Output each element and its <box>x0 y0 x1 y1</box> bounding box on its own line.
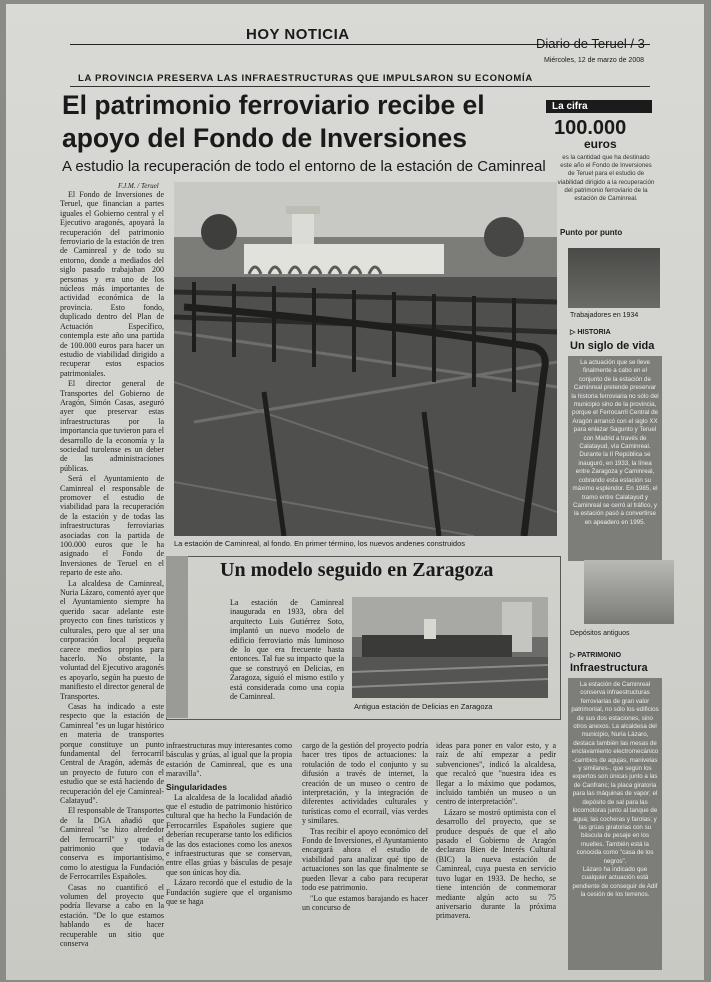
workers-photo <box>568 248 660 308</box>
kicker: LA PROVINCIA PRESERVA LAS INFRAESTRUCTURAS QUE IMPULSARON SU ECONOMÍA <box>78 73 533 84</box>
workers-photo-caption: Trabajadores en 1934 <box>570 312 639 319</box>
paragraph: El responsable de Transportes de la DGA añadió que Caminreal "se hizo alrededor del ferrocarril" y que el patrimonio que todavía conserva es importantísimo, como lo atestigua la Fundación de Ferrocarriles Españoles. <box>60 806 164 882</box>
delicias-photo <box>352 597 548 698</box>
deposits-photo <box>584 560 674 624</box>
photo-caption: La estación de Caminreal, al fondo. En primer término, los nuevos andenes construidos <box>174 539 465 548</box>
deposits-photo-caption: Depósitos antiguos <box>570 630 630 637</box>
paragraph: Lázaro recordó que el estudio de la Fundación sugiere que el organismo que se haga <box>166 878 292 907</box>
paragraph: Casas no cuantificó el volumen del proyecto que podría llevarse a cabo en la estación. "De lo que estamos hablando es de hacer recuperable un sitio que conserva <box>60 882 164 949</box>
paragraph: El Fondo de Inversiones de Teruel, que financian a partes iguales el Gobierno central y el Ejecutivo aragonés, apoyará la recuperación del patrimonio ferroviario de la estación de tren de Caminreal y de todo su entorno, donde a mediados del siglo pasado trabajaban 200 personas y era uno de los núcleos más importantes de actividad económica de la provincia. Esto fondo, duplicado dentro del Plan de Actuación Específico, contempla este año una partida de 100.000 euros para hacer un estudio de viabilidad dirigido a recuperar estos espacios patrimoniales. <box>60 190 164 378</box>
paragraph: Tras recibir el apoyo económico del Fondo de Inversiones, el Ayuntamiento encargará ahora el estudio de viabilidad para analizar qué tipo de actuaciones son las que finalmente se pueden llevar a cabo para recuperar todo ese patrimonio. <box>302 826 428 893</box>
paragraph: Será el Ayuntamiento de Caminreal el responsable de promover el estudio de viabilidad para la recuperación de la estación y de todas las infraestructuras ferroviarias asociadas con la partida de 100.000 euros que le ha asignado el Fondo de Inversiones de Teruel en el reparto de este año. <box>60 474 164 578</box>
kicker-rule <box>70 86 650 87</box>
delicias-photo-image <box>352 597 548 698</box>
paragraph: Casas ha indicado a este respecto que la estación de Caminreal "es un lugar histórico en materia de transportes porque constituye un punto fundamental del ferrocarril Central de Aragón, además de un proyecto de futuro con el estudio que se está haciendo de recuperación del eje Caminreal-Calatayud". <box>60 701 164 805</box>
newspaper-page <box>6 4 704 980</box>
folio: Diario de Teruel / 3 <box>536 36 645 51</box>
sidebar-heading: Punto por punto <box>560 228 623 237</box>
patrimonio-text <box>568 678 662 970</box>
cifra-tag: La cifra <box>546 100 652 113</box>
article-column-2 <box>166 741 292 980</box>
history-text: La actuación que se lleve finalmente a cabo en el conjunto de la estación de Caminreal pretende preservar la historia ferroviaria no sólo del municipio sino de la provincia, porque el Ferrocarril Central de Aragón arrancó con el siglo XX para enlazar Sagunto y Teruel con Madrid a través de Calatayud, vía Caminreal. Durante la II República se inauguró, en 1933, la línea entre Zaragoza y Caminreal, cobrando esta estación su máximo esplendor. En 1985, el tramo entre Calatayud y Caminreal se cerró al tráfico, y la estación pasó a convertirse en apeadero en 1995. <box>568 356 662 561</box>
article-column-1 <box>60 190 164 980</box>
box-text: La estación de Caminreal inaugurada en 1933, obra del arquitecto Luis Gutiérrez Soto, implantó un nuevo modelo de edificio ferroviario más luminoso de lo que era frecuente hasta entonces. Tal fue su impacto que la que se construyó en Delicias, en Zaragoza, siguió el mismo estilo y está considerada como una copia de Caminreal. <box>230 598 344 702</box>
paragraph: infraestructuras muy interesantes como básculas y grúas, al igual que la propia estación de Caminreal, que es una maravilla". <box>166 741 292 779</box>
subheadline: A estudio la recuperación de todo el entorno de la estación de Caminreal <box>62 158 546 175</box>
cifra-unit: euros <box>584 137 617 151</box>
dateline: Miércoles, 12 de marzo de 2008 <box>544 57 644 64</box>
box-title: Un modelo seguido en Zaragoza <box>220 559 494 581</box>
station-photo-image <box>174 182 557 536</box>
patrimonio-title: Infraestructura <box>570 662 648 674</box>
paragraph: cargo de la gestión del proyecto podría hacer tres tipos de actuaciones: la rotulación de todo el conjunto y su difusión a través de internet, la creación de un museo o centro de interpretación, y la integración de diferentes actividades culturales y turísticas como el ecorrail, vías verdes y similares. <box>302 741 428 826</box>
paragraph: ideas para poner en valor esto, y a raíz de ahí empezar a pedir subvenciones", indicó la alcaldesa, que recalcó que "nuestra idea es llegar a lo máximo que podamos, incluido también un museo o un centro de interpretación". <box>436 741 556 807</box>
station-photo <box>174 182 557 536</box>
paragraph: Lázaro se mostró optimista con el desarrollo del proyecto, que se produce después de que el año pasado el Gobierno de Aragón declarara Bien de Interés Cultural (BIC) la nueva estación de Caminreal, cuya puesta en servicio tuvo lugar en 1933. De hecho, se tiene intención de conmemorar mediante algún acto su 75 aniversario durante la próxima primavera. <box>436 807 556 921</box>
paragraph: La alcaldesa de la localidad añadió que el estudio de patrimonio histórico cultural que ha hecho la Fundación de Ferrocarriles Españoles sugiere que deberían recuperarse tanto los edificios de las dos estaciones como los anexos e infraestructuras que se conservan, entre ellas grúas y básculas de pesaje que son únicas hoy día. <box>166 792 292 877</box>
history-tag: ▷ HISTORIA <box>570 329 611 336</box>
cifra-number: 100.000 <box>554 117 627 139</box>
subheading: Singularidades <box>166 781 227 792</box>
history-title: Un siglo de vida <box>570 340 655 352</box>
patrimonio-text-body: La estación de Caminreal conserva infraestructuras ferroviarias de gran valor patrimonial, no sólo los edificios de sus dos estaciones, sino otros anexos. La alcaldesa del municipio, Nuria Lázaro, destaca también las mesas de enclavamiento electromecánico -cambios de agujas, manivelas y similares-, que según los expertos son únicas junto a las de Canfranc; la placa giratoria para las máquinas de vapor; el depósito de sal para las locomotoras junto al tanque de agua; las cocheras y farolas; y las grúas giratorias con su báscula de pesaje en los muelles. También está la conocida como "casa de los negros". <box>571 681 659 865</box>
paragraph: El director general de Transportes del Gobierno de Aragón, Simón Casas, aseguró ayer que preservar estas infraestructuras por la importancia que tuvieron para el desarrollo de la economía y la sociedad turolense es un deber de las administraciones públicas. <box>60 379 164 473</box>
article-column-3 <box>302 741 428 980</box>
byline: F.J.M. / Teruel <box>118 182 159 190</box>
box-photo-caption: Antigua estación de Delicias en Zaragoza <box>354 702 493 711</box>
article-column-4 <box>436 741 556 980</box>
cifra-text: es la cantidad que ha destinado este año el Fondo de Inversiones de Teruel para el estudio de viabilidad dirigido a la recuperación del patrimonio ferroviario de la estación de Caminreal. <box>557 154 655 203</box>
headline: El patrimonio ferroviario recibe el apoyo del Fondo de Inversiones <box>62 90 485 153</box>
box-accent-bar <box>166 556 188 718</box>
punto-por-punto-sidebar <box>560 220 663 980</box>
section-header: HOY NOTICIA <box>246 26 350 43</box>
paragraph: "Lo que estamos barajando es hacer un concurso de <box>302 893 428 912</box>
patrimonio-text-tail: Lázaro ha indicado que cualquier actuación está pendiente de conseguir de Adif la cesión de los terrenos. <box>572 865 658 899</box>
patrimonio-tag: ▷ PATRIMONIO <box>570 652 622 659</box>
paragraph: La alcaldesa de Caminreal, Nuria Lázaro, comentó ayer que el Ayuntamiento siempre ha querido sacar adelante este proyecto con fines turísticos y culturales, pero que al ser una corporación local pequeña carece medios propios para hacerlo. No obstante, la voluntad del Ejecutivo aragonés es apoyarlo, según ha puesto de manifiesto el director general de Transportes. <box>60 578 164 701</box>
